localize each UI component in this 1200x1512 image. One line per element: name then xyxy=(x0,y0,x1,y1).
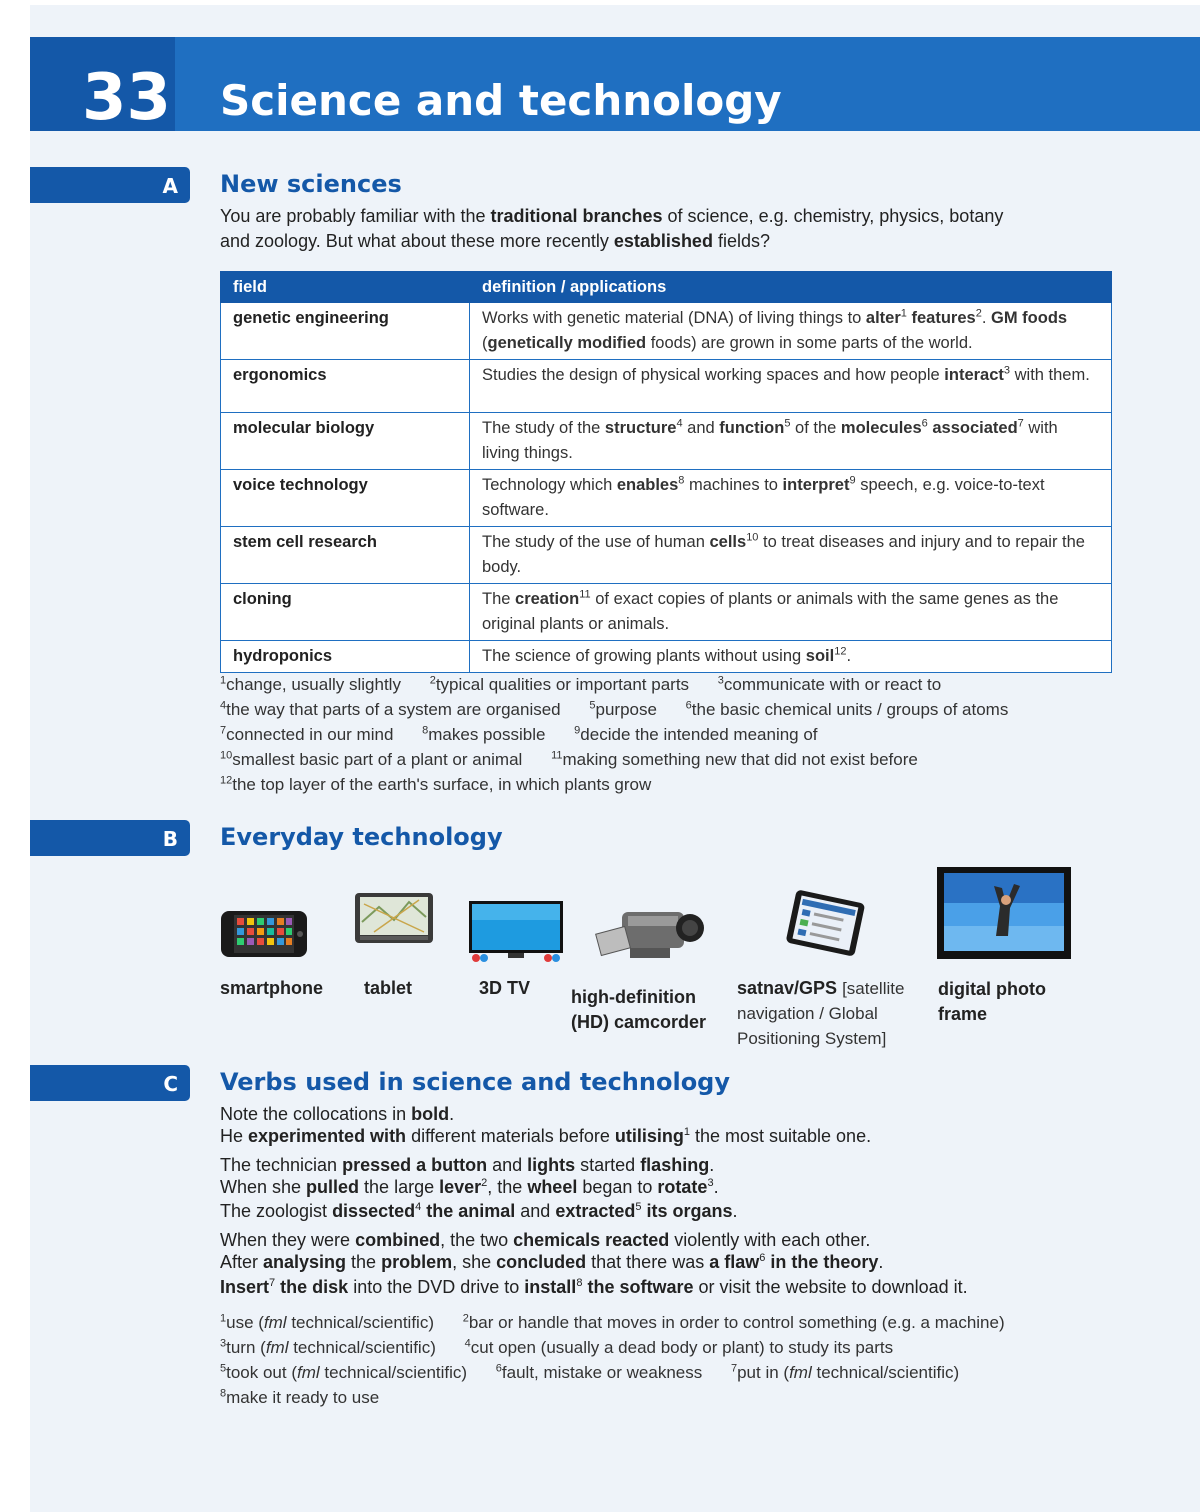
footnote-item: $^1$change, usually slightly xyxy=(220,674,401,694)
definition-cell: The science of growing plants without using soil$^{12}$. xyxy=(470,641,1112,673)
definition-cell: The study of the structure$^4$ and function$^5$ of the molecules$^6$ associated$^7$ with living things. xyxy=(470,413,1112,470)
footnote-item: $^5$took out (fml technical/scientific) xyxy=(220,1362,468,1382)
satnav-icon xyxy=(782,890,868,960)
table-row xyxy=(221,470,1112,527)
section-b-heading: Everyday technology xyxy=(220,823,503,851)
footnote-item: $^{12}$the top layer of the earth's surface, in which plants grow xyxy=(220,774,652,794)
sciences-table xyxy=(220,271,1112,673)
tablet-icon xyxy=(354,892,434,944)
footnote-item: $^1$use (fml technical/scientific) xyxy=(220,1312,434,1332)
footnote-item: $^3$communicate with or react to xyxy=(717,674,942,694)
footnote-item: $^8$make it ready to use xyxy=(220,1387,380,1407)
verb-example-line: Note the collocations in bold. xyxy=(220,1104,455,1124)
device-label-photo-frame: digital photo frame xyxy=(938,979,1046,1024)
section-c-footnotes xyxy=(220,1310,1100,1410)
field-name-cell: hydroponics xyxy=(221,641,470,673)
table-row xyxy=(221,360,1112,413)
section-letter: A xyxy=(162,174,178,198)
field-name-cell: cloning xyxy=(221,584,470,641)
footnote-item: $^6$fault, mistake or weakness xyxy=(495,1362,703,1382)
table-row xyxy=(221,641,1112,673)
footnote-item: $^4$cut open (usually a dead body or plant) to study its parts xyxy=(464,1337,894,1357)
footnote-item: $^4$the way that parts of a system are organised xyxy=(220,699,561,719)
field-name-cell: molecular biology xyxy=(221,413,470,470)
section-c-heading: Verbs used in science and technology xyxy=(220,1068,730,1096)
section-a-tab xyxy=(30,167,190,203)
verb-example-line: The technician pressed a button and lights started flashing. xyxy=(220,1155,715,1175)
smartphone-icon xyxy=(220,910,310,960)
definition-cell: Works with genetic material (DNA) of living things to alter$^1$ features$^2$. GM foods (genetically modified foods) are grown in some parts of the world. xyxy=(470,303,1112,360)
verb-example-line: He experimented with different materials before utilising$^1$ the most suitable one. xyxy=(220,1126,872,1146)
footnote-item: $^{10}$smallest basic part of a plant or animal xyxy=(220,749,523,769)
verb-example-line: When she pulled the large lever$^2$, the wheel began to rotate$^3$. xyxy=(220,1177,719,1197)
footnote-item: $^8$makes possible xyxy=(422,724,546,744)
camcorder-icon xyxy=(594,900,714,974)
footnote-item: $^5$purpose xyxy=(589,699,657,719)
verb-example-line: When they were combined, the two chemicals reacted violently with each other. xyxy=(220,1230,871,1250)
table-header-row xyxy=(221,272,1112,303)
photo-frame-icon xyxy=(936,866,1072,960)
footnote-item: $^{11}$making something new that did not exist before xyxy=(551,749,918,769)
intro-line-1: You are probably familiar with the traditional branches of science, e.g. chemistry, physics, botany xyxy=(220,206,1004,226)
column-header-definition: definition / applications xyxy=(470,272,1112,303)
table-row xyxy=(221,413,1112,470)
section-b-tab xyxy=(30,820,190,856)
section-c-tab xyxy=(30,1065,190,1101)
column-header-field: field xyxy=(221,272,470,303)
table-row xyxy=(221,303,1112,360)
footnote-item: $^7$connected in our mind xyxy=(220,724,394,744)
device-label-3d-tv: 3D TV xyxy=(479,978,531,998)
table-row xyxy=(221,527,1112,584)
device-label-camcorder: high-definition (HD) camcorder xyxy=(571,987,707,1032)
section-a-heading: New sciences xyxy=(220,170,402,198)
device-label-smartphone: smartphone xyxy=(220,978,324,998)
tv-icon xyxy=(468,900,564,964)
footnote-item: $^6$the basic chemical units / groups of atoms xyxy=(685,699,1009,719)
verb-example-line: Insert$^7$ the disk into the DVD drive to install$^8$ the software or visit the website to download it. xyxy=(220,1277,968,1297)
section-letter: B xyxy=(162,827,178,851)
verb-example-line: The zoologist dissected$^4$ the animal and extracted$^5$ its organs. xyxy=(220,1201,738,1221)
footnote-item: $^2$typical qualities or important parts xyxy=(429,674,690,694)
field-name-cell: genetic engineering xyxy=(221,303,470,360)
definition-cell: Studies the design of physical working spaces and how people interact$^3$ with them. xyxy=(470,360,1112,413)
field-name-cell: voice technology xyxy=(221,470,470,527)
table-row xyxy=(221,584,1112,641)
intro-line-2: and zoology. But what about these more recently established fields? xyxy=(220,231,770,251)
definition-cell: The creation$^{11}$ of exact copies of plants or animals with the same genes as the original plants or animals. xyxy=(470,584,1112,641)
device-label-tablet: tablet xyxy=(364,978,413,998)
section-letter: C xyxy=(163,1072,178,1096)
verb-example-line: After analysing the problem, she concluded that there was a flaw$^6$ in the theory. xyxy=(220,1252,884,1272)
footnote-item: $^7$put in (fml technical/scientific) xyxy=(730,1362,960,1382)
unit-number: 33 xyxy=(82,61,172,135)
section-a-footnotes xyxy=(220,672,1100,797)
field-name-cell: ergonomics xyxy=(221,360,470,413)
footnote-item: $^9$decide the intended meaning of xyxy=(574,724,818,744)
unit-title: Science and technology xyxy=(220,76,782,125)
definition-cell: The study of the use of human cells$^{10}$ to treat diseases and injury and to repair the body. xyxy=(470,527,1112,584)
footnote-item: $^3$turn (fml technical/scientific) xyxy=(220,1337,436,1357)
field-name-cell: stem cell research xyxy=(221,527,470,584)
footnote-item: $^2$bar or handle that moves in order to control something (e.g. a machine) xyxy=(462,1312,1005,1332)
definition-cell: Technology which enables$^8$ machines to interpret$^9$ speech, e.g. voice-to-text software. xyxy=(470,470,1112,527)
device-label-satnav: satnav/GPS [satellite navigation / Global Positioning System] xyxy=(737,978,905,1048)
